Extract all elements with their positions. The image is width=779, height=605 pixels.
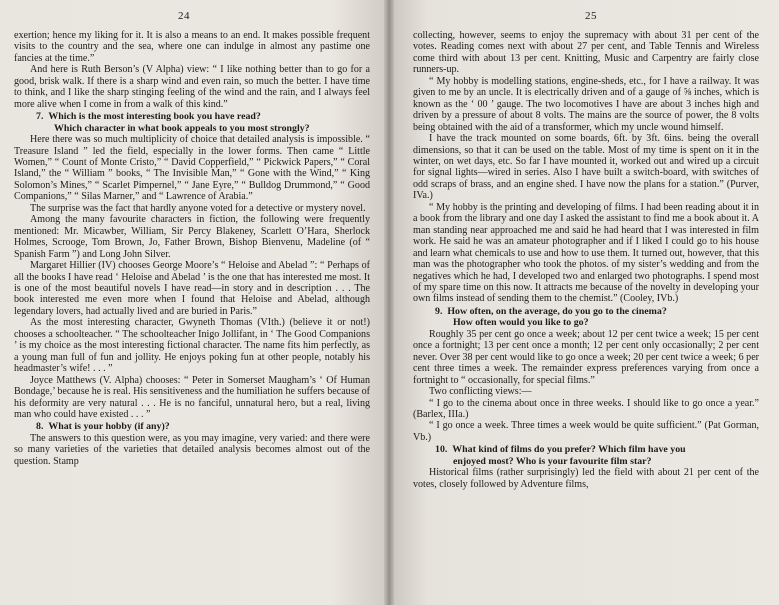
paragraph: Joyce Matthews (V. Alpha) chooses: “ Peter in Somerset Maugham’s ‘ Of Human Bondage,’ because he is real. His sensitiveness and the humiliation he suffers because of his deformity are very natural . . . He is no fanciful, unnatural hero, but a real, living man who could have existed . . . ” [14, 374, 370, 420]
question-number: 9. [435, 305, 443, 317]
paragraph: Two conflicting views:— [429, 386, 532, 398]
paragraph: The answers to this question were, as you may imagine, very varied: and there were so many varieties of the varieties that detailed analysis becomes almost out of the question. Stamp [14, 432, 370, 467]
question-heading [413, 444, 759, 467]
question-subtext: How often would you like to go? [453, 317, 589, 329]
question-text: What is your hobby (if any)? [48, 421, 170, 433]
paragraph: The surprise was the fact that hardly anyone voted for a detective or mystery novel. [30, 202, 366, 214]
paragraph: “ My hobby is the printing and developing of films. I had been reading about it in a book from the library and one day I asked the assistant to find me a book about it. A man standing near approached me and said he had heard that I was interested in film work. He said he was an amateur photographer and if I liked I could go to his house and learn what chemicals to use and how to use them. It turned out, however, that this man was the photographer who took the photos. of my sister’s wedding and from the negatives which he had, I developed two and enlarged two photographs. I spend most of my spare time on this now. It attracts me because of the novelty in developing your own films instead of sending them to the chemist.” (Cooley, IVb.) [413, 201, 759, 305]
paragraph: collecting, however, seems to enjoy the supremacy with about 31 per cent of the votes. Reading comes next with about 27 per cent, and Table Tennis and Wireless come third with about 13 per cent. Knitting, Music and Carpentry are fairly close runners-up. [413, 30, 759, 76]
question-subtext: enjoyed most? Who is your favourite film star? [453, 455, 652, 467]
paragraph: Margaret Hillier (IV) chooses George Moore’s “ Heloise and Abelad ”: “ Perhaps of all the books I have read ‘ Heloise and Abelad ’ is the one that has interested me most. It is one of the most beautiful novels I have read—in story and in description . . . The book interested me even more when I found that Heloise and Abelad, although legendary lovers, had actually lived and are buried in Paris.” [14, 260, 370, 317]
paragraph: I have the track mounted on some boards, 6ft. by 3ft. 6ins. being the overall dimensions, so that it can be used on the table. Most of my time is spent on it in the winter, on wet days, etc. So far I have mounted it, worked out and wired up a circuit for signal lights—wired in series. Also I have built a switch-board, with switches of odd scraps of brass, and an engine shed. I have now the plans for a station.” (Purver, IVa.) [413, 133, 759, 202]
question-text: What kind of films do you prefer? Which film have you [452, 444, 686, 456]
left-page [0, 0, 389, 605]
question-number: 8. [36, 421, 44, 433]
question-text: How often, on the average, do you go to the cinema? [447, 305, 667, 317]
paragraph: exertion; hence my liking for it. It is also a means to an end. It makes possible frequent visits to the country and the sea, where one can indulge in almost any pastime one fancies at the time.” [14, 30, 370, 64]
question-heading [413, 306, 759, 329]
paragraph: “ I go to the cinema about once in three weeks. I should like to go once a year.” (Barlex, IIIa.) [413, 397, 759, 420]
paragraph: “ I go once a week. Three times a week would be quite sufficient.” (Pat Gorman, Vb.) [413, 420, 759, 443]
question-subtext: Which character in what book appeals to you most strongly? [54, 122, 310, 134]
question-heading [14, 421, 370, 432]
right-page [389, 0, 779, 605]
paragraph: And here is Ruth Berson’s (V Alpha) view: “ I like nothing better than to go for a good, brisk walk. If there is a sharp wind and even rain, so much the better. I have time to think, and I like the sharp stinging feeling of the wind and the rain, and I always feel more alive when I come in from a walk of this kind.” [14, 64, 370, 110]
page-text [14, 30, 370, 467]
question-heading [14, 111, 370, 134]
question-number: 7. [36, 111, 44, 123]
paragraph: Roughly 35 per cent go once a week; about 12 per cent twice a week; 15 per cent once a fortnight; 13 per cent once a month; 12 per cent only occasionally; 2 per cent never. Over 38 per cent would like to go once a week; 20 per cent twice a week; 6 per cent three times a week. The remainder express preferences varying from once a fortnight to “ occasionally, for special films.” [413, 328, 759, 386]
page-text [413, 30, 759, 490]
paragraph: Historical films (rather surprisingly) led the field with about 21 per cent of the votes, closely followed by Adventure films, [413, 467, 759, 490]
paragraph: As the most interesting character, Gwyneth Thomas (VIth.) (believe it or not!) chooses a schoolteacher. “ The schoolteacher Inigo Jollifant, in ‘ The Good Companions ’ is my choice as the most interesting fictional character. The name fits him perfectly, as a young man full of fun and jollity. He enjoys poking fun at other people, notably his headmaster’s wife! . . . ” [14, 317, 370, 375]
paragraph: Here there was so much multiplicity of choice that detailed analysis is impossible. “ Treasure Island ” led the field, especially in the lower forms. Then came “ Little Women,” “ Count of Monte Cristo,” “ David Copperfield,” “ Pickwick Papers,” “ Coral Island,” the “ William ” books, “ The Invisible Man,” “ Gone with the Wind,” “ King Solomon’s Mines,” “ Scarlet Pimpernel,” “ Jane Eyre,” “ Bulldog Drummond,” “ Good Companions,” “ Silas Marner,” and “ Lawrence of Arabia.” [14, 134, 370, 203]
paragraph: Among the many favourite characters in fiction, the following were frequently mentioned: Mr. Micawber, William, Sir Percy Blakeney, Scarlett O’Hara, Sherlock Holmes, Scrooge, Tom Brown, Jo, Father Brown, Bishop Bienvenu, Madeline (of “ Spanish Farm ”) and Long John Silver. [14, 214, 370, 260]
page-number: 24 [178, 10, 190, 22]
question-text: Which is the most interesting book you have read? [48, 111, 261, 123]
book-gutter-shadow [384, 0, 394, 605]
page-number: 25 [585, 10, 597, 22]
paragraph: “ My hobby is modelling stations, engine-sheds, etc., for I have a railway. It was given to me by an uncle. It is electrically driven and of a gauge of ⅝ inches, which is known as the ‘ 00 ’ gauge. The two locomotives I have are about 3 inches high and driven by a pressure of about 8 volts. The mains are the source of power, the 8 volts being obtained with the aid of a transformer, which my uncle wound himself. [413, 75, 759, 133]
question-number: 10. [435, 444, 448, 456]
